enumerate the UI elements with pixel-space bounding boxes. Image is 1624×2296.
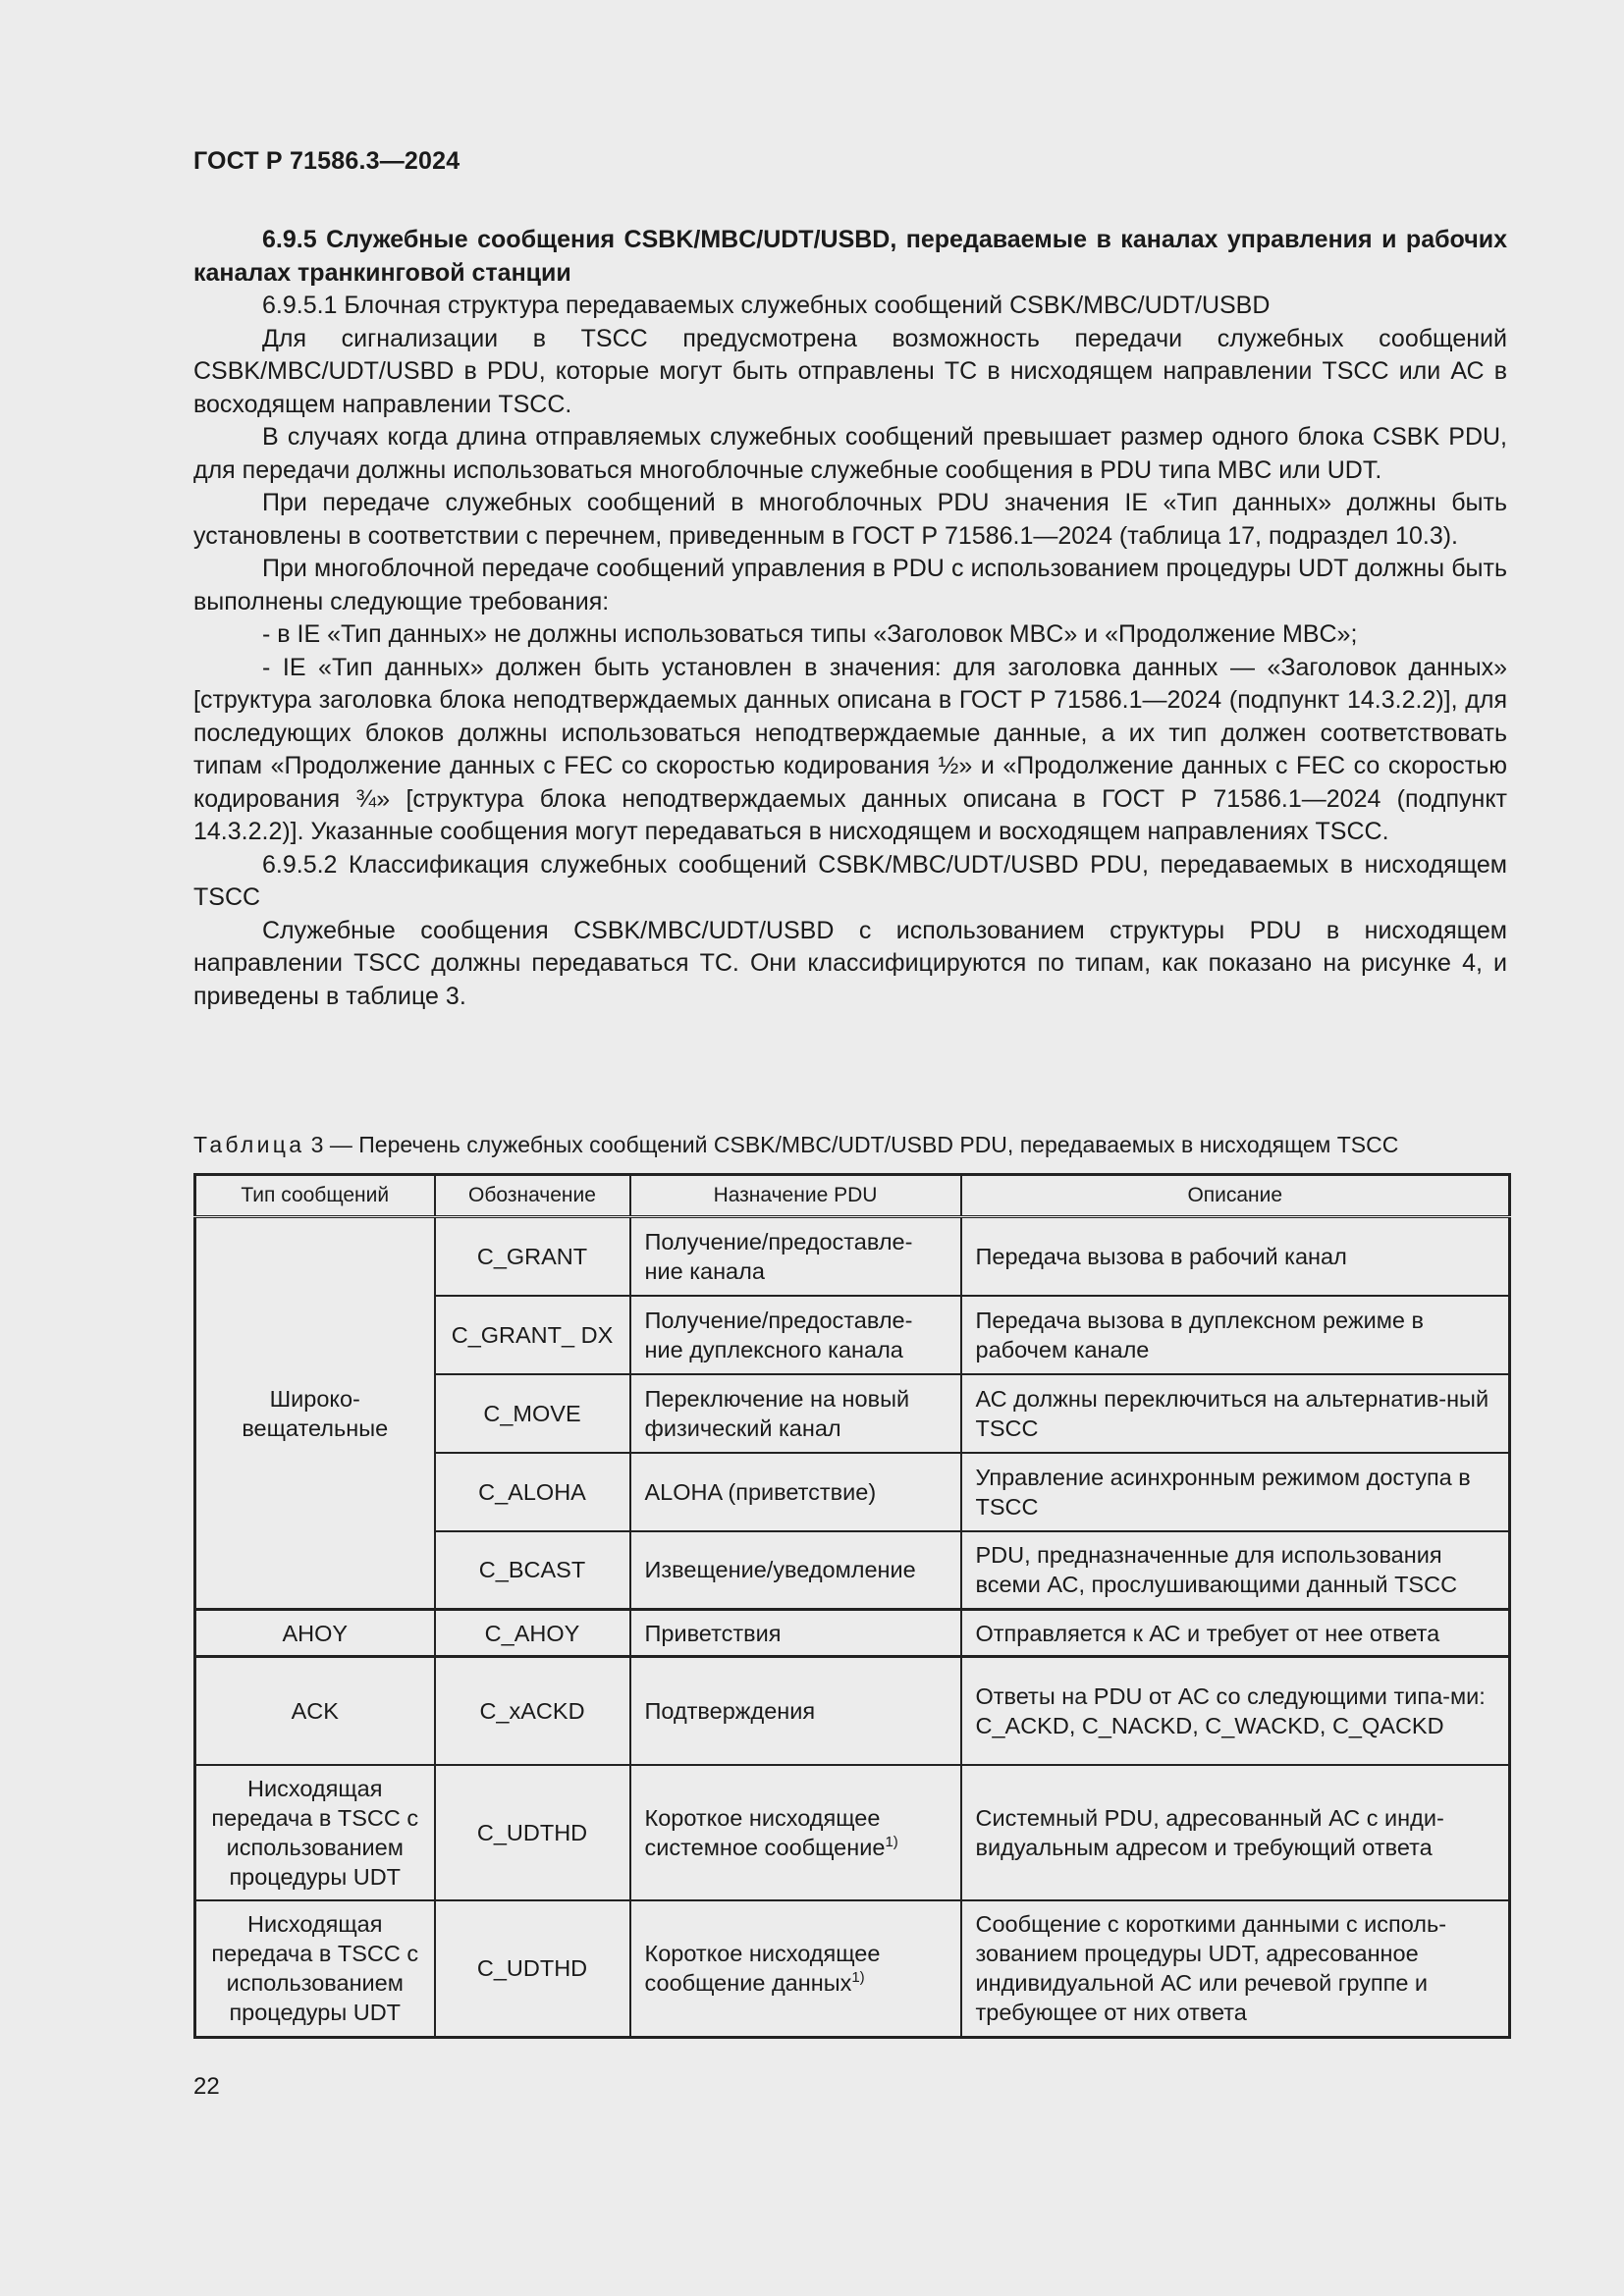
list-item: - в IE «Тип данных» не должны использоваться типы «Заголовок MBC» и «Продолжение MBC»; (262, 620, 1358, 648)
table-row (195, 1217, 1510, 1296)
group-cell: Нисходящая передача в TSCC с использованием процедуры UDT (195, 1765, 435, 1900)
table-caption-text: 3 — Перечень служебных сообщений CSBK/MBC/UDT/USBD PDU, передаваемых в нисходящем TSCC (310, 1132, 1399, 1157)
table-caption (193, 1132, 1509, 1158)
purpose-cell: Извещение/уведомление (630, 1531, 961, 1610)
code-cell: C_BCAST (435, 1531, 630, 1610)
document-header: ГОСТ Р 71586.3—2024 (193, 147, 460, 175)
paragraph: Служебные сообщения CSBK/MBC/UDT/USBD с использованием структуры PDU в нисходящем направлении TSCC должны передаваться ТС. Они классифицируются по типам, как показано на рисунке 4, и приведены в таблице 3. (193, 916, 1507, 1010)
group-cell: AHOY (195, 1610, 435, 1657)
paragraph: Для сигнализации в TSCC предусмотрена возможность передачи служебных сообщений CSBK/MBC/UDT/USBD в PDU, которые могут быть отправлены ТС в нисходящем направлении TSCC или АС в восходящем направлении TSCC. (193, 324, 1507, 418)
footnote-mark: 1) (885, 1833, 898, 1850)
code-cell: C_ALOHA (435, 1453, 630, 1531)
description-cell: Передача вызова в рабочий канал (961, 1217, 1510, 1296)
purpose-cell (630, 1900, 961, 2038)
section-body (193, 224, 1507, 1013)
table-row (195, 1657, 1510, 1765)
description-cell: Системный PDU, адресованный АС с инди-видуальным адресом и требующий ответа (961, 1765, 1510, 1900)
purpose-cell: Получение/предоставле-ние дуплексного канала (630, 1296, 961, 1374)
purpose-text: Короткое нисходящее системное сообщение (644, 1804, 886, 1860)
table-row (195, 1610, 1510, 1657)
description-cell: Передача вызова в дуплексном режиме в рабочем канале (961, 1296, 1510, 1374)
code-cell: C_AHOY (435, 1610, 630, 1657)
description-cell: Отправляется к АС и требует от нее ответа (961, 1610, 1510, 1657)
table-header-row (195, 1175, 1510, 1217)
code-cell: C_GRANT_ DX (435, 1296, 630, 1374)
message-table (193, 1173, 1511, 2039)
code-cell: C_xACKD (435, 1657, 630, 1765)
purpose-cell: ALOHA (приветствие) (630, 1453, 961, 1531)
purpose-cell (630, 1765, 961, 1900)
description-cell: PDU, предназначенные для использования всеми АС, прослушивающими данный TSCC (961, 1531, 1510, 1610)
paragraph: При передаче служебных сообщений в многоблочных PDU значения IE «Тип данных» должны быть установлены в соответствии с перечнем, приведенным в ГОСТ Р 71586.1—2024 (таблица 17, подраздел 10.3). (193, 489, 1507, 550)
description-cell: АС должны переключиться на альтернатив-ный TSCC (961, 1374, 1510, 1453)
table-row (195, 1900, 1510, 2038)
group-cell: ACK (195, 1657, 435, 1765)
paragraph: 6.9.5.1 Блочная структура передаваемых служебных сообщений CSBK/MBC/UDT/USBD (262, 292, 1271, 319)
paragraph: При многоблочной передаче сообщений управления в PDU с использованием процедуры UDT должны быть выполнены следующие требования: (193, 555, 1507, 615)
purpose-cell: Подтверждения (630, 1657, 961, 1765)
group-cell (195, 1217, 435, 1610)
purpose-text: Короткое нисходящее сообщение данных (644, 1941, 881, 1997)
description-cell: Сообщение с короткими данными с исполь-зованием процедуры UDT, адресованное индивидуальной АС или речевой группе и требующее от них ответа (961, 1900, 1510, 2038)
section-title: 6.9.5 Служебные сообщения CSBK/MBC/UDT/USBD, передаваемые в каналах управления и рабочих каналах транкинговой станции (193, 226, 1507, 287)
table-row (195, 1765, 1510, 1900)
group-label: Широко-вещательные (242, 1385, 389, 1441)
code-cell: C_UDTHD (435, 1765, 630, 1900)
code-cell: C_MOVE (435, 1374, 630, 1453)
purpose-cell: Получение/предоставле-ние канала (630, 1217, 961, 1296)
column-header: Назначение PDU (630, 1175, 961, 1217)
purpose-cell: Переключение на новый физический канал (630, 1374, 961, 1453)
column-header: Обозначение (435, 1175, 630, 1217)
code-cell: C_UDTHD (435, 1900, 630, 2038)
paragraph: 6.9.5.2 Классификация служебных сообщений CSBK/MBC/UDT/USBD PDU, передаваемых в нисходящем TSCC (193, 850, 1507, 911)
purpose-cell: Приветствия (630, 1610, 961, 1657)
column-header: Описание (961, 1175, 1510, 1217)
footnote-mark: 1) (851, 1969, 865, 1987)
table-caption-label: Таблица (193, 1132, 305, 1157)
page-number: 22 (193, 2073, 220, 2100)
paragraph: В случаях когда длина отправляемых служебных сообщений превышает размер одного блока CSBK PDU, для передачи должны использоваться многоблочные служебные сообщения в PDU типа MBC или UDT. (193, 423, 1507, 484)
list-item: - IE «Тип данных» должен быть установлен в значения: для заголовка данных — «Заголовок данных» [структура заголовка блока неподтверждаемых данных описана в ГОСТ Р 71586.1—2024 (подпункт 14.3.2.2)], для последующих блоков должны использоваться неподтверждаемые данные, а их тип должен соответствовать типам «Продолжение данных с FEC со скоростью кодирования ½» и «Продолжение данных с FEC со скоростью кодирования ¾» [структура блока неподтверждаемых данных описана в ГОСТ Р 71586.1—2024 (подпункт 14.3.2.2)]. Указанные сообщения могут передаваться в нисходящем и восходящем направлениях TSCC. (193, 653, 1507, 845)
group-cell: Нисходящая передача в TSCC с использованием процедуры UDT (195, 1900, 435, 2038)
column-header: Тип сообщений (195, 1175, 435, 1217)
code-cell: C_GRANT (435, 1217, 630, 1296)
description-cell: Ответы на PDU от АС со следующими типа-ми: C_ACKD, C_NACKD, C_WACKD, C_QACKD (961, 1657, 1510, 1765)
description-cell: Управление асинхронным режимом доступа в TSCC (961, 1453, 1510, 1531)
